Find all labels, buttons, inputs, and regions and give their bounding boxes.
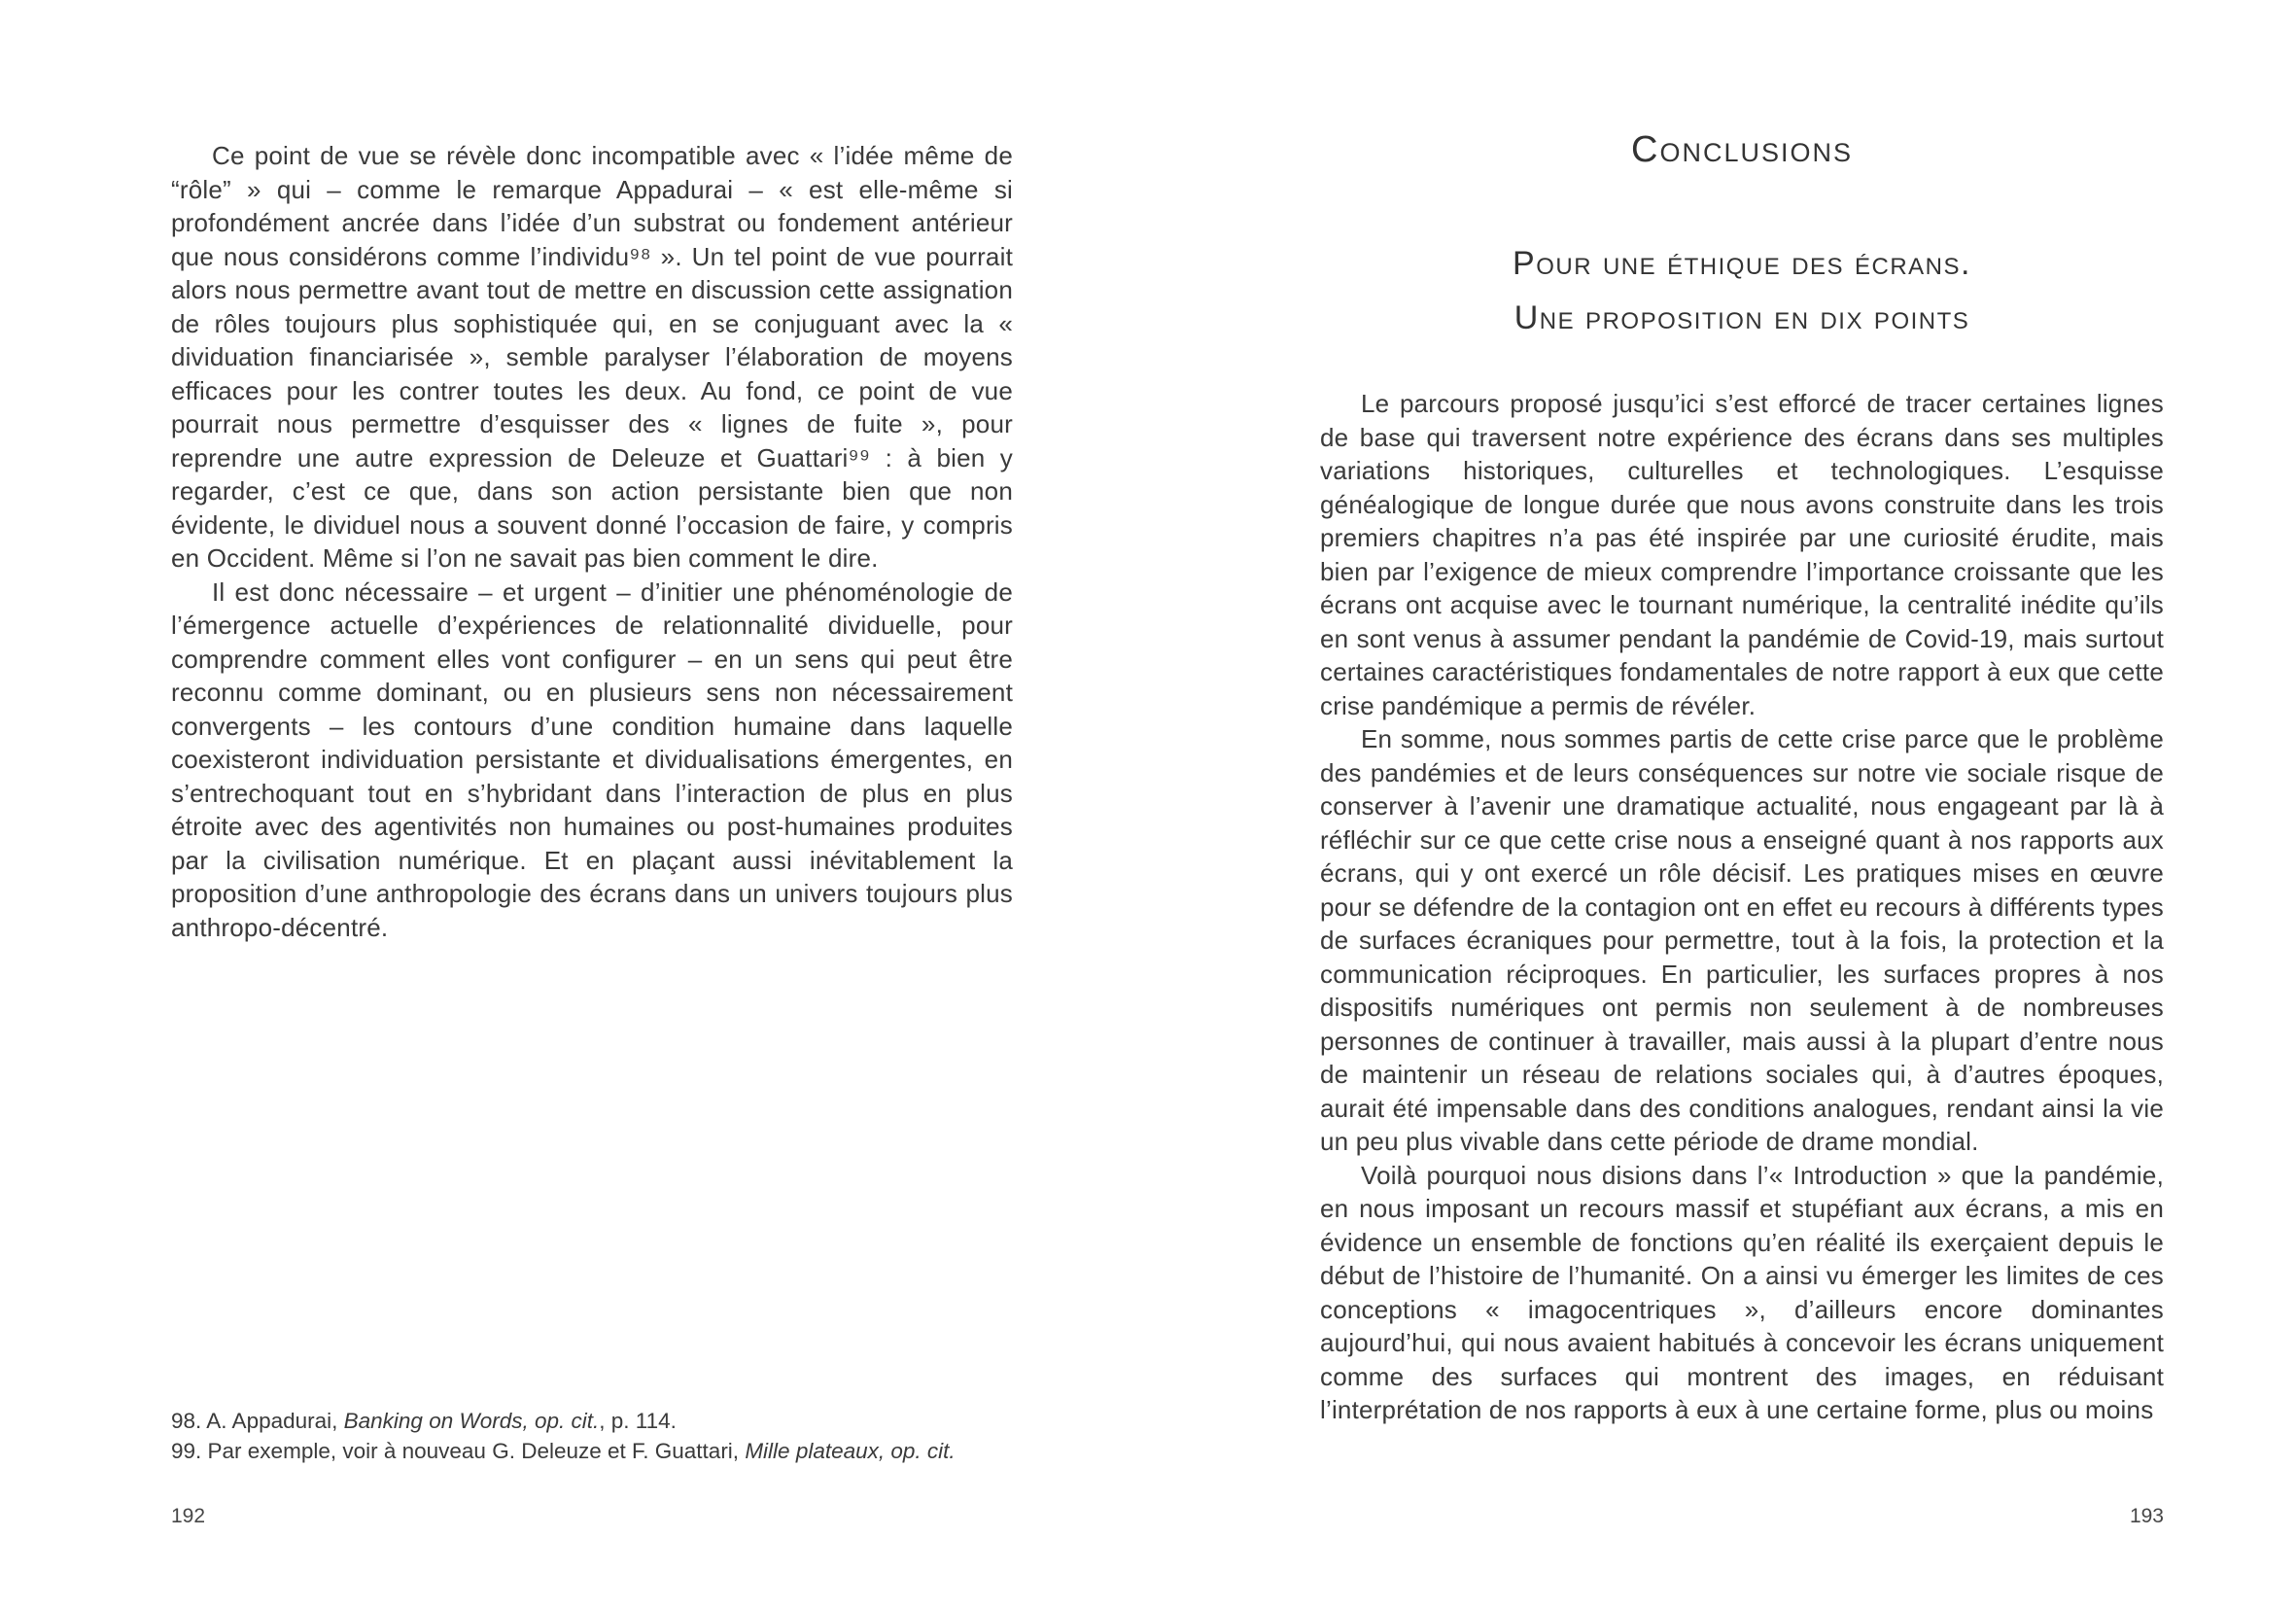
paragraph: Il est donc nécessaire – et urgent – d’initier une phénoménologie de l’émergence actuelle d’expériences de relationnalité dividuelle, pour comprendre comment elles vont configurer – en un sens qui peut être reconnu comme dominant, ou en plusieurs sens non nécessairement convergents – les contours d’une condition humaine dans laquelle coexisteront individuation persistante et dividualisations émergentes, en s’entrechoquant tout en s’hybridant dans l’interaction de plus en plus étroite avec des agentivités non humaines ou post-humaines produites par la civilisation numérique. Et en plaçant aussi inévitablement la proposition d’une anthropologie des écrans dans un univers toujours plus anthropo-décentré. (171, 576, 1013, 942)
footnote-italic-title: Banking on Words, op. cit. (343, 1409, 600, 1433)
footnote (171, 1436, 1026, 1466)
paragraph: Le parcours proposé jusqu’ici s’est efforcé de tracer certaines lignes de base qui traversent notre expérience des écrans dans ses multiples variations historiques, culturelles et technologiques. L’esquisse généalogique de longue durée que nous avons construite dans les trois premiers chapitres n’a pas été inspirée par une curiosité érudite, mais bien par l’exigence de mieux comprendre l’importance croissante que les écrans ont acquise avec le tournant numérique, la centralité inédite qu’ils en sont venus à assumer pendant la pandémie de Covid-19, mais surtout certaines caractéristiques fondamentales de notre rapport à eux que cette crise pandémique a permis de révéler. (1320, 389, 2164, 720)
left-body-text (171, 139, 1013, 944)
right-body-text (1320, 387, 2164, 1427)
paragraph: Voilà pourquoi nous disions dans l’« Introduction » que la pandémie, en nous imposant un recours massif et stupéfiant aux écrans, a mis en évidence un ensemble de fonctions qu’en réalité ils exerçaient depuis le début de l’histoire de l’humanité. On a ainsi vu émerger les limites de ces conceptions « imagocentriques », d’ailleurs encore dominantes aujourd’hui, qui nous avaient habitués à concevoir les écrans uniquement comme des surfaces qui montrent des images, en réduisant l’interprétation de nos rapports à eux à une certaine forme, plus ou moins (1320, 1160, 2164, 1424)
page-number-right: 193 (2129, 1505, 2164, 1527)
chapter-subtitle-line-1: Pour une éthique des écrans. (1513, 245, 1971, 282)
paragraph: En somme, nous sommes partis de cette crise parce que le problème des pandémies et de leurs conséquences sur notre vie sociale risque de conserver à l’avenir une dramatique actualité, nous engageant par là à réfléchir sur ce que cette crise nous a enseigné quant à nos rapports aux écrans, qui y ont exercé un rôle décisif. Les pratiques mises en œuvre pour se défendre de la contagion ont en effet eu recours à différents types de surfaces écraniques pour permettre, tout à la fois, la protection et la communication réciproques. En particulier, les surfaces propres à nos dispositifs numériques ont permis non seulement à de nombreuses personnes de continuer à travailler, mais aussi à la plupart d’entre nous de maintenir un réseau de relations sociales qui, à d’autres époques, aurait été impensable dans des conditions analogues, rendant ainsi la vie un peu plus vivable dans cette période de drame mondial. (1320, 724, 2164, 1156)
page-number-left: 192 (171, 1505, 206, 1527)
paragraph: Ce point de vue se révèle donc incompatible avec « l’idée même de “rôle” » qui – comme le remarque Appadurai – « est elle-même si profondément ancrée dans l’idée d’un substrat ou fondement antérieur que nous considérons comme l’individu⁹⁸ ». Un tel point de vue pourrait alors nous permettre avant tout de mettre en discussion cette assignation de rôles toujours plus sophistiquée qui, en se conjuguant avec la « dividuation financiarisée », semble paralyser l’élaboration de moyens efficaces pour les contrer toutes les deux. Au fond, ce point de vue pourrait nous permettre d’esquisser des « lignes de fuite », pour reprendre une autre expression de Deleuze et Guattari⁹⁹ : à bien y regarder, c’est ce que, dans son action persistante bien que non évidente, le dividuel nous a souvent donné l’occasion de faire, y compris en Occident. Même si l’on ne savait pas bien comment le dire. (171, 141, 1013, 573)
chapter-subtitle-line-2: Une proposition en dix points (1513, 299, 1970, 336)
footnotes (171, 1406, 1026, 1466)
footnote-italic-title: Mille plateaux, op. cit. (745, 1439, 956, 1463)
chapter-heading: Conclusions (1631, 129, 1853, 170)
footnote-text: , p. 114. (599, 1409, 677, 1433)
footnote (171, 1406, 1026, 1436)
chapter-subtitle (1320, 236, 2164, 345)
footnote-text: 99. Par exemple, voir à nouveau G. Deleuze et F. Guattari, (171, 1439, 746, 1463)
footnote-text: 98. A. Appadurai, (171, 1409, 344, 1433)
